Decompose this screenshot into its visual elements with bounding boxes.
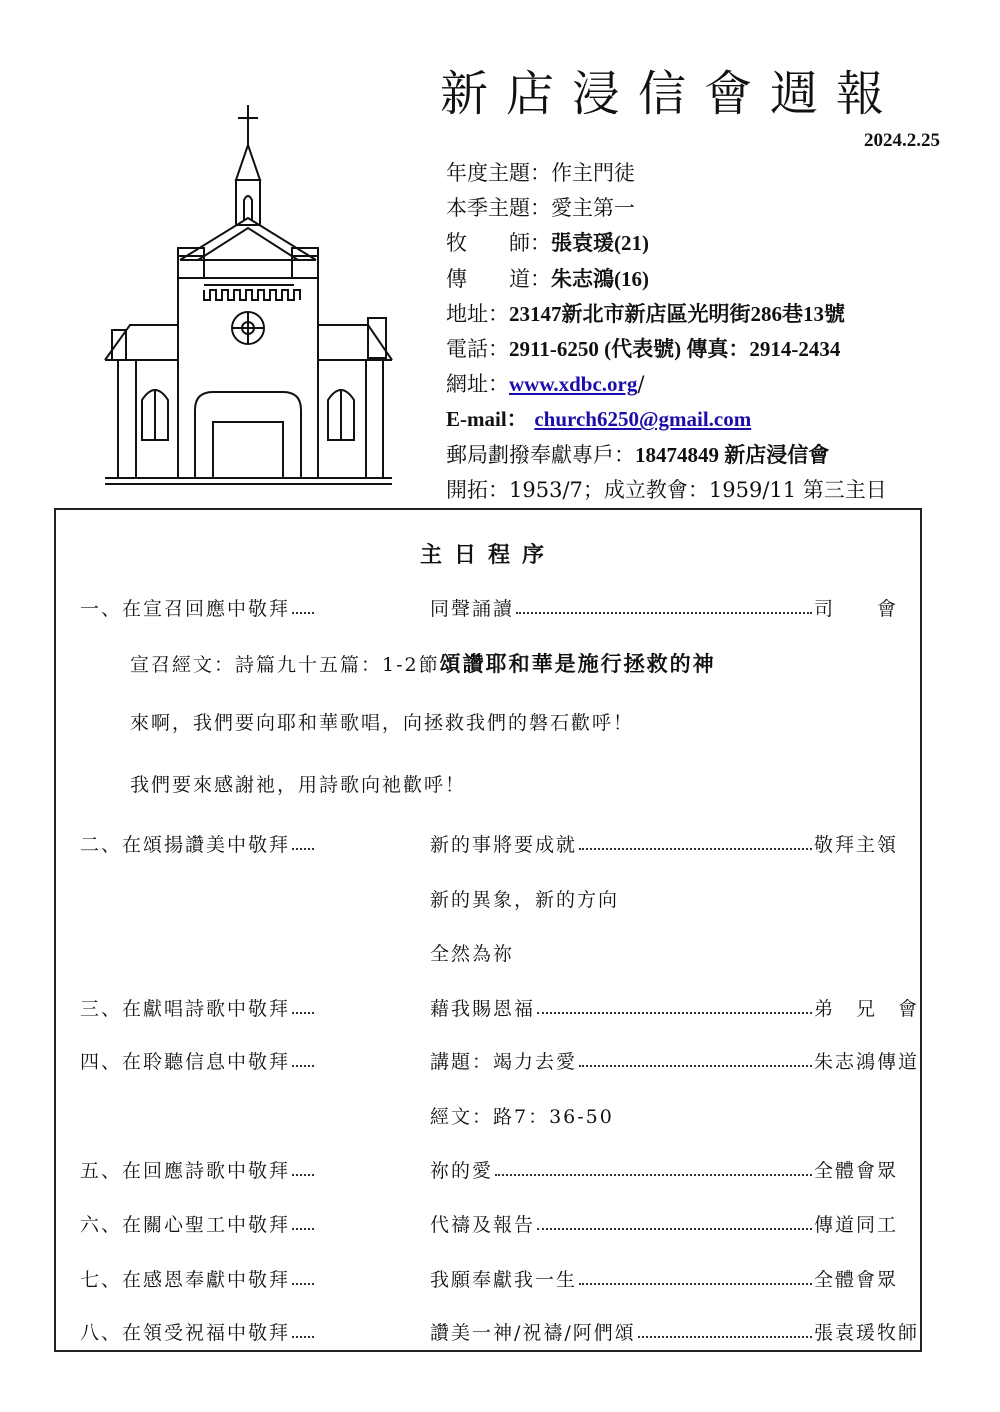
church-illustration xyxy=(100,100,400,490)
giro-label: 郵局劃撥奉獻專戶： xyxy=(446,442,635,467)
email-label: E-mail： xyxy=(446,407,528,432)
program-section: 三、在獻唱詩歌中敬拜 xyxy=(80,998,291,1020)
program-content: 我願奉獻我一生 xyxy=(430,1269,578,1291)
program-section: 五、在回應詩歌中敬拜 xyxy=(80,1160,291,1182)
program-section: 八、在領受祝福中敬拜 xyxy=(80,1322,291,1344)
verse-line-2: 我們要來感謝祂，用詩歌向祂歡呼！ xyxy=(130,774,467,796)
program-leader: 司 會 xyxy=(814,598,899,620)
program-leader: 朱志鴻傳道 xyxy=(814,1051,920,1073)
program-content: 祢的愛 xyxy=(430,1160,494,1182)
giro-value: 18474849 新店浸信會 xyxy=(635,442,830,467)
program-leader: 張袁瑗牧師 xyxy=(814,1322,920,1344)
program-section: 七、在感恩奉獻中敬拜 xyxy=(80,1269,291,1291)
program-item xyxy=(80,1318,920,1348)
website-row xyxy=(446,367,887,402)
pastor-row xyxy=(446,226,887,261)
phone-label: 電話： xyxy=(446,336,509,361)
praise-song-2: 新的異象，新的方向 xyxy=(430,889,620,911)
program-content: 新的事將要成就 xyxy=(430,834,578,856)
program-content: 同聲誦讀 xyxy=(430,598,515,620)
season-theme: 本季主題：愛主第一 xyxy=(446,196,635,221)
founded-row: 開拓：1953/7；成立教會：1959/11 第三主日 xyxy=(446,477,887,502)
call-to-worship xyxy=(130,648,716,678)
program-item xyxy=(80,594,912,624)
pastor-label: 牧 師： xyxy=(446,231,551,256)
program-section: 六、在關心聖工中敬拜 xyxy=(80,1214,291,1236)
phone-row xyxy=(446,332,887,367)
program-leader: 敬拜主領 xyxy=(814,834,899,856)
address-label: 地址： xyxy=(446,301,509,326)
preacher-row xyxy=(446,262,887,297)
program-leader: 傳道同工 xyxy=(814,1214,899,1236)
program-item xyxy=(80,1156,912,1186)
verse-line-1: 來啊，我們要向耶和華歌唱，向拯救我們的磐石歡呼！ xyxy=(130,712,635,734)
program-item xyxy=(80,994,920,1024)
bulletin-date: 2024.2.25 xyxy=(864,130,940,151)
address-value: 23147新北市新店區光明街286巷13號 xyxy=(509,301,845,326)
program-content: 代禱及報告 xyxy=(430,1214,536,1236)
program-item xyxy=(80,830,912,860)
program-item xyxy=(80,1210,912,1240)
website-label: 網址： xyxy=(446,372,509,397)
website-link[interactable]: www.xdbc.org xyxy=(509,372,638,397)
preacher-value: 朱志鴻(16) xyxy=(551,266,649,291)
year-theme: 年度主題：作主門徒 xyxy=(446,161,635,185)
call-to-worship-label: 宣召經文：詩篇九十五篇：1-2節 xyxy=(130,654,440,676)
program-leader: 弟 兄 會 xyxy=(814,998,920,1020)
call-to-worship-title: 頌讚耶和華是施行拯救的神 xyxy=(439,651,716,676)
website-suffix: / xyxy=(637,372,645,397)
bulletin-title: 新店浸信會週報 xyxy=(440,66,903,122)
program-box xyxy=(54,508,922,1352)
preacher-label: 傳 道： xyxy=(446,266,551,291)
program-section: 一、在宣召回應中敬拜 xyxy=(80,598,291,620)
program-item xyxy=(80,1265,912,1295)
program-section: 二、在頌揚讚美中敬拜 xyxy=(80,834,291,856)
email-link[interactable]: church6250@gmail.com xyxy=(534,407,752,432)
phone-value: 2911-6250 (代表號) 傳真：2914-2434 xyxy=(509,336,841,361)
praise-song-3: 全然為祢 xyxy=(430,943,515,965)
program-item xyxy=(80,1047,920,1077)
scripture: 經文：路7：36-50 xyxy=(430,1106,614,1128)
pastor-value: 張袁瑗(21) xyxy=(551,231,649,256)
program-content: 讚美一神/祝禱/阿們頌 xyxy=(430,1322,636,1344)
program-section: 四、在聆聽信息中敬拜 xyxy=(80,1051,291,1073)
program-title: 主日程序 xyxy=(419,542,556,568)
address-row xyxy=(446,297,887,332)
giro-row xyxy=(446,438,887,473)
program-leader: 全體會眾 xyxy=(814,1269,899,1291)
program-content: 講題：竭力去愛 xyxy=(430,1051,578,1073)
church-info xyxy=(446,156,887,508)
email-row xyxy=(446,402,887,437)
program-leader: 全體會眾 xyxy=(814,1160,899,1182)
program-content: 藉我賜恩福 xyxy=(430,998,536,1020)
